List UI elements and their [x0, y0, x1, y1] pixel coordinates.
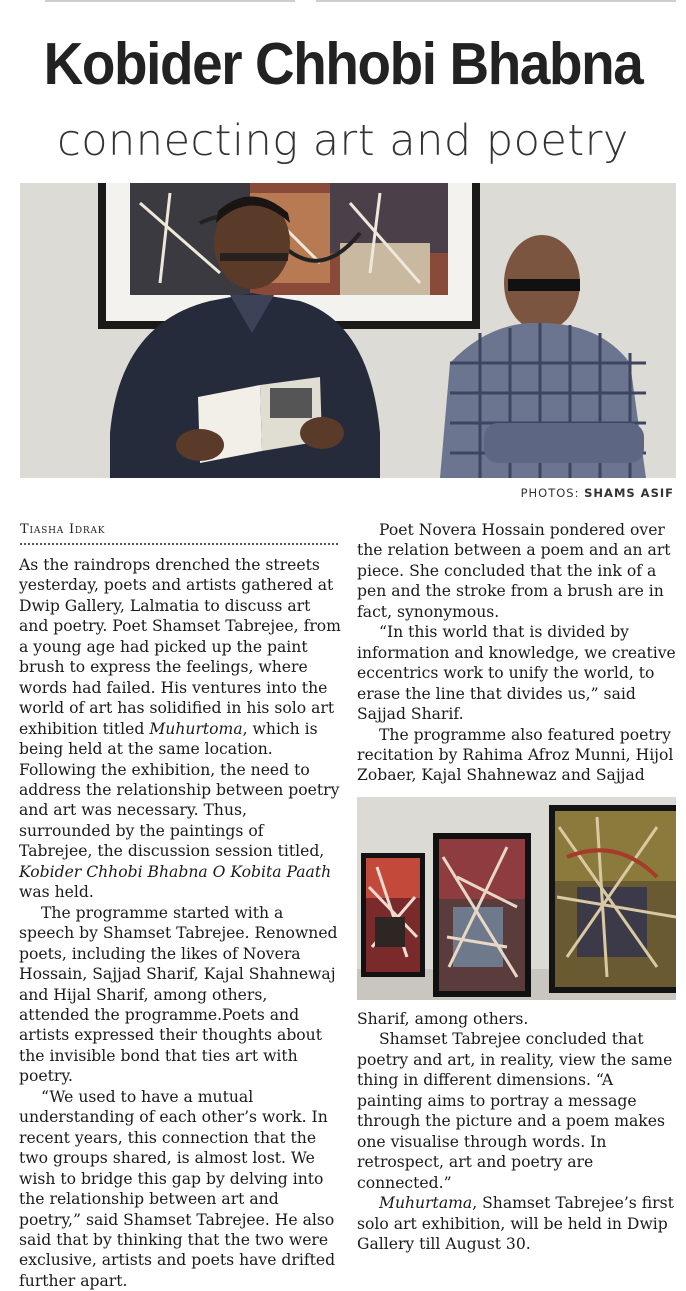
paragraph-6: The programme also featured poetry recitation by Rahima Afroz Munni, Hijol Zobaer, Kajal Shahnewaz and Sajjad [357, 725, 674, 785]
article-column-right-top [357, 520, 679, 786]
paragraph-6-continued: Sharif, among others. [357, 1010, 529, 1028]
paragraph-1-text-a: As the raindrops drenched the streets yesterday, poets and artists gathered at Dwip Gallery, Lalmatia to discuss art and poetry. Poet Shamset Tabrejee, from a young age had picked up the paint brush to express the feelings, where words had failed. His ventures into the world of art has solidified in his solo art exhibition titled [19, 556, 341, 738]
paragraph-3: “We used to have a mutual understanding of each other’s work. In recent years, this connection that the two groups shared, is almost lost. We wish to bridge this gap by delving into the relationship between art and poetry,” said Shamset Tabrejee. He also said that by thinking that the two were exclusive, artists and poets have drifted further apart. [19, 1087, 336, 1290]
headline: Kobider Chhobi Bhabna [43, 31, 643, 97]
subheadline: connecting art and poetry [57, 116, 629, 166]
byline-dotted-rule [20, 543, 338, 545]
paragraph-8-text: , Shamset Tabrejee’s first solo art exhibition, will be held in Dwip Gallery till August 30. [357, 1194, 674, 1253]
article-column-left [19, 555, 341, 1291]
gallery-paintings-photo [357, 797, 676, 1000]
paragraph-1 [19, 555, 341, 903]
photo-credit [521, 486, 674, 500]
exhibition-title: Muhurtoma [149, 719, 243, 738]
paragraph-1-text-b: , which is being held at the same location. Following the exhibition, the need to address the relationship between poetry and art was necessary. Thus, surrounded by the paintings of Tabrejee, the discussion session titled, [19, 719, 340, 861]
exhibition-name: Muhurtama [379, 1194, 473, 1213]
paragraph-8 [357, 1193, 679, 1254]
photo-credit-name: SHAMS ASIF [584, 486, 674, 500]
session-title: Kobider Chhobi Bhabna O Kobita Paath [19, 862, 332, 881]
paragraph-4: Poet Novera Hossain pondered over the relation between a poem and an art piece. She concluded that the ink of a pen and the stroke from a brush are in fact, synonymous. [357, 521, 671, 621]
byline: Tiasha Idrak [20, 522, 106, 537]
top-rule [0, 0, 686, 4]
paragraph-1-text-c: was held. [19, 883, 94, 902]
main-photo-poetry-reading [20, 183, 676, 478]
paragraph-7: Shamset Tabrejee concluded that poetry and art, in reality, view the same thing in different dimensions. “A painting aims to portray a message through the picture and a poem makes one visualise through words. In retrospect, art and poetry are connected.” [357, 1030, 673, 1192]
paragraph-5: “In this world that is divided by information and knowledge, we creative eccentrics work to unify the world, to erase the line that divides us,” said Sajjad Sharif. [357, 623, 676, 724]
paragraph-2: The programme started with a speech by Shamset Tabrejee. Renowned poets, including the likes of Novera Hossain, Sajjad Sharif, Kajal Shahnewaj and Hijal Sharif, among others, attended the programme.Poets and artists expressed their thoughts about the invisible bond that ties art with poetry. [19, 903, 338, 1086]
photo-credit-label: PHOTOS: [520, 486, 580, 500]
article-column-right-bottom [357, 1009, 679, 1254]
